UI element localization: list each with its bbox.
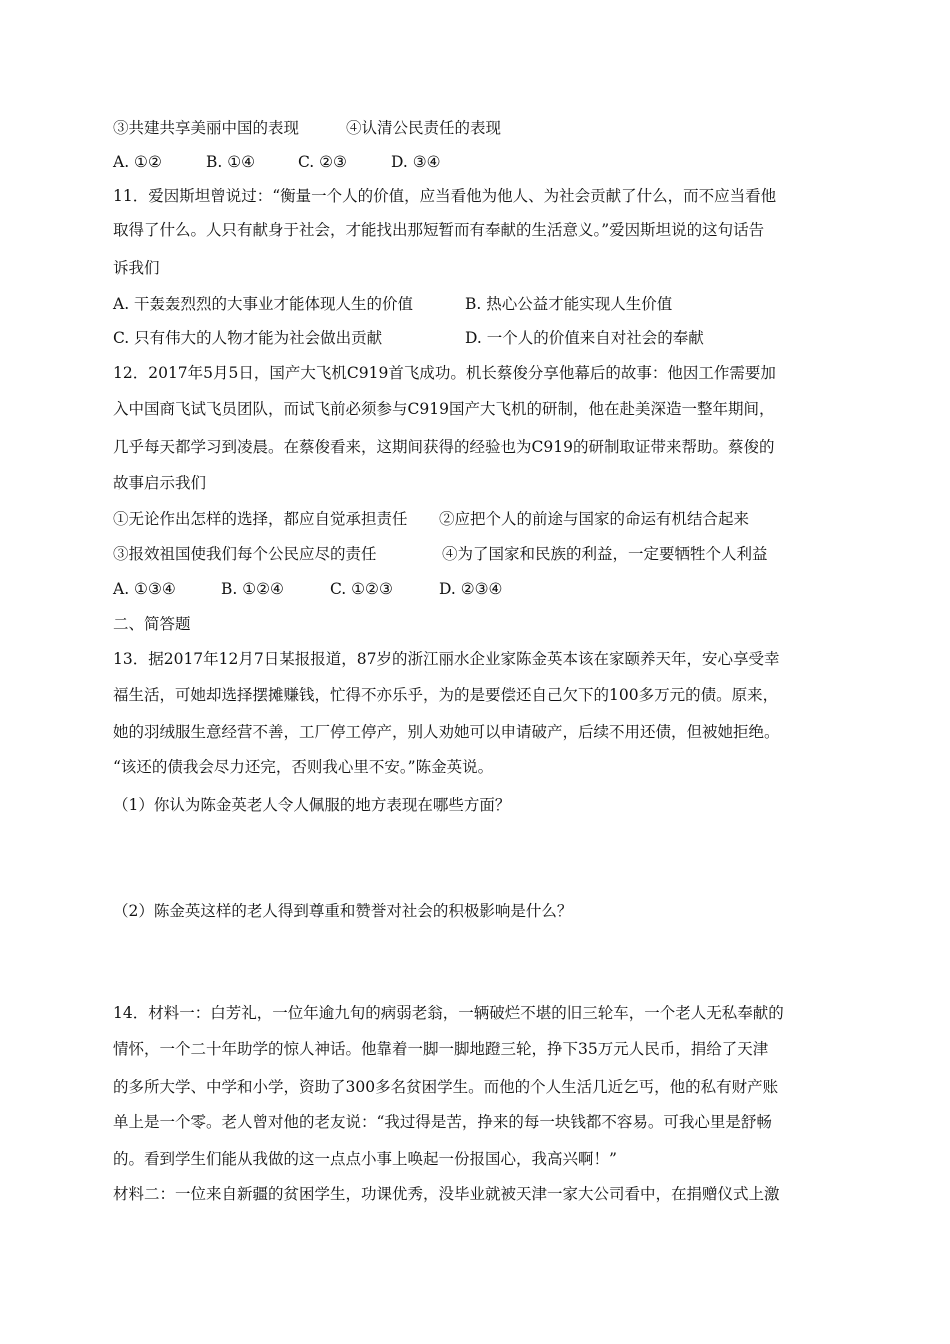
q13-line-2: 福生活，可她却选择摆摊赚钱，忙得不亦乐乎，为的是要偿还自己欠下的100多万元的债。原来， xyxy=(113,686,779,704)
q13-sub-question-1: （1）你认为陈金英老人令人佩服的地方表现在哪些方面？ xyxy=(113,796,511,814)
q11-line-3: 诉我们 xyxy=(113,259,160,277)
q12-option-c: C. ①②③ xyxy=(330,580,393,598)
q10-option-d: D. ③④ xyxy=(391,153,441,171)
q10-option-a: A. ①② xyxy=(113,153,162,171)
q13-line-1: 13．据2017年12月7日某报报道，87岁的浙江丽水企业家陈金英本该在家颐养天年，安心享受幸 xyxy=(113,650,780,668)
q14-line-6: 材料二：一位来自新疆的贫困学生，功课优秀，没毕业就被天津一家大公司看中，在捐赠仪式上激 xyxy=(113,1185,780,1203)
q12-line-2: 入中国商飞试飞员团队，而试飞前必须参与C919国产大飞机的研制，他在赴美深造一整年期间， xyxy=(113,400,775,418)
q12-option-a: A. ①③④ xyxy=(113,580,176,598)
q12-line-1: 12．2017年5月5日，国产大飞机C919首飞成功。机长蔡俊分享他幕后的故事：他因工作需要加 xyxy=(113,364,776,382)
q13-line-3: 她的羽绒服生意经营不善，工厂停工停产，别人劝她可以申请破产，后续不用还债，但被她拒绝。 xyxy=(113,723,780,741)
q11-line-1: 11．爱因斯坦曾说过：“衡量一个人的价值，应当看他为他人、为社会贡献了什么，而不应当看他 xyxy=(113,187,777,205)
q14-line-3: 的多所大学、中学和小学，资助了300多名贫困学生。而他的个人生活几近乞丐，他的私有财产账 xyxy=(113,1078,779,1096)
q12-item-2: ②应把个人的前途与国家的命运有机结合起来 xyxy=(439,510,750,528)
q14-line-5: 的。看到学生们能从我做的这一点点小事上唤起一份报国心，我高兴啊！” xyxy=(113,1150,617,1168)
q10-item-4: ④认清公民责任的表现 xyxy=(346,119,502,137)
q13-sub-question-2: （2）陈金英这样的老人得到尊重和赞誉对社会的积极影响是什么？ xyxy=(113,902,573,920)
q11-option-c: C. 只有伟大的人物才能为社会做出贡献 xyxy=(113,329,383,347)
q14-line-4: 单上是一个零。老人曾对他的老友说：“我过得是苦，挣来的每一块钱都不容易。可我心里是舒畅 xyxy=(113,1113,772,1131)
q12-item-3: ③报效祖国使我们每个公民应尽的责任 xyxy=(113,545,377,563)
q10-option-b: B. ①④ xyxy=(206,153,256,171)
q12-line-3: 几乎每天都学习到凌晨。在蔡俊看来，这期间获得的经验也为C919的研制取证带来帮助。蔡俊的 xyxy=(113,438,775,456)
q10-option-c: C. ②③ xyxy=(298,153,347,171)
q11-line-2: 取得了什么。人只有献身于社会，才能找出那短暂而有奉献的生活意义。”爱因斯坦说的这句话告 xyxy=(113,221,765,239)
q11-option-d: D. 一个人的价值来自对社会的奉献 xyxy=(465,329,704,347)
q11-option-b: B. 热心公益才能实现人生价值 xyxy=(465,295,673,313)
q11-option-a: A. 干轰轰烈烈的大事业才能体现人生的价值 xyxy=(113,295,414,313)
q13-line-4: “该还的债我会尽力还完，否则我心里不安。”陈金英说。 xyxy=(113,758,494,776)
q12-line-4: 故事启示我们 xyxy=(113,474,207,492)
q12-option-d: D. ②③④ xyxy=(439,580,503,598)
q14-line-2: 情怀，一个二十年助学的惊人神话。他靠着一脚一脚地蹬三轮，挣下35万元人民币，捐给了天津 xyxy=(113,1040,769,1058)
q10-item-3: ③共建共享美丽中国的表现 xyxy=(113,119,300,137)
q12-item-1: ①无论作出怎样的选择，都应自觉承担责任 xyxy=(113,510,408,528)
q14-line-1: 14．材料一：白芳礼，一位年逾九旬的病弱老翁，一辆破烂不堪的旧三轮车，一个老人无私奉献的 xyxy=(113,1004,784,1022)
q12-item-4: ④为了国家和民族的利益，一定要牺牲个人利益 xyxy=(442,545,768,563)
section-title-short-answer: 二、简答题 xyxy=(113,615,191,633)
q12-option-b: B. ①②④ xyxy=(221,580,284,598)
